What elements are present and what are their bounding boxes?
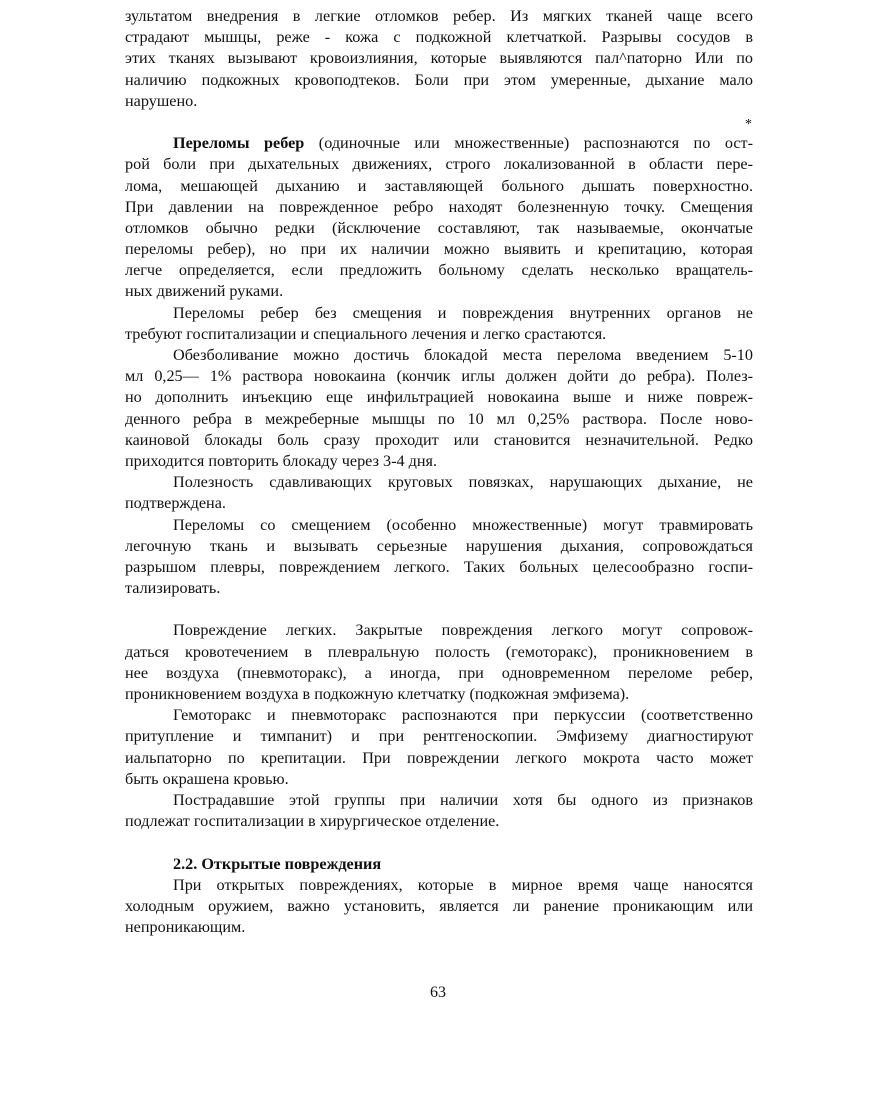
page-number: 63 <box>430 984 446 1001</box>
term-rib-fractures: Переломы ребер <box>173 134 305 153</box>
text-run: (одиночные или множественные) распознаются по ост- <box>304 134 753 153</box>
text-line: При открытых повреждениях, которые в мирное время чаще наносятся <box>173 875 753 894</box>
paragraph-gap <box>125 599 753 620</box>
text-line: быть окрашена кровью. <box>125 769 289 788</box>
paragraph-displaced-fractures <box>125 515 753 600</box>
paragraph-rib-fractures <box>125 133 753 303</box>
document-page <box>125 6 753 938</box>
text-line: нее воздуха (пневмоторакс), а иногда, при одновременном переломе ребер, <box>125 663 753 682</box>
paragraph-no-displacement <box>125 303 753 345</box>
text-line: денного ребра в межреберные мышцы по 10 мл 0,25% раствора. После ново- <box>125 409 753 428</box>
text-line: ных движений руками. <box>125 282 284 301</box>
text-line: Полезность сдавливающих круговых повязках, нарушающих дыхание, не <box>173 473 753 492</box>
text-line: холодным оружием, важно установить, является ли ранение проникающим или <box>125 896 753 915</box>
section-heading: 2.2. Открытые повреждения <box>173 854 382 873</box>
text-line: Пострадавшие этой группы при наличии хотя бы одного из признаков <box>173 790 753 809</box>
text-line: иальпаторно по крепитации. При повреждении легкого мокрота часто может <box>125 748 753 767</box>
text-line: отломков обычно редки (йсключение составляют, так называемые, окончатые <box>125 218 753 237</box>
text-line: При давлении на поврежденное ребро находят болезненную точку. Смещения <box>125 197 753 216</box>
text-line: притупление и тимпанит) и при рентгеноскопии. Эмфизему диагностируют <box>125 727 753 746</box>
paragraph-open-injuries <box>125 875 753 939</box>
paragraph-hemothorax <box>125 705 753 790</box>
text-line: нарушено. <box>125 91 198 110</box>
text-line: но дополнить инъекцию еще инфильтрацией новокаина выше и ниже повреж- <box>125 388 753 407</box>
text-line: этих тканях вызывают кровоизлияния, которые выявляются пал^паторно Или по <box>125 49 753 68</box>
text-line: зультатом внедрения в легкие отломков ребер. Из мягких тканей чаще всего <box>125 7 753 25</box>
text-line: мл 0,25— 1% раствора новокаина (кончик иглы должен дойти до ребра). Полез- <box>125 367 753 386</box>
text-line: каиновой блокады боль сразу проходит или становится незначительной. Редко <box>125 430 753 449</box>
text-line: приходится повторить блокаду через 3-4 дня. <box>125 451 438 470</box>
paragraph-gap <box>125 832 753 853</box>
text-line: Гемоторакс и пневмоторакс распознаются при перкуссии (соответственно <box>173 706 753 725</box>
text-line: легочную ткань и вызывать серьезные нарушения дыхания, сопровождаться <box>125 536 753 555</box>
paragraph-soft-tissue-injuries <box>125 6 753 112</box>
paragraph-hospitalization <box>125 790 753 832</box>
text-line: наличию подкожных кровоподтеков. Боли при этом умеренные, дыхание мало <box>125 70 753 89</box>
paragraph-gap <box>125 112 753 133</box>
text-line: даться кровотечением в плевральную полость (гемоторакс), проникновением в <box>125 642 753 661</box>
text-line: легче определяется, если предложить больному сделать несколько вращатель- <box>125 261 753 280</box>
text-line: рой боли при дыхательных движениях, строго локализованной в области пере- <box>125 155 753 174</box>
text-line: разрышом плевры, повреждением легкого. Таких больных целесообразно госпи- <box>125 557 753 576</box>
text-line: переломы ребер), но при их наличии можно выявить и крепитацию, которая <box>125 240 753 259</box>
stray-asterisk-mark: * <box>745 117 752 132</box>
paragraph-anesthesia <box>125 345 753 472</box>
text-line: непроникающим. <box>125 918 246 937</box>
text-line: подлежат госпитализации в хирургическое отделение. <box>125 812 500 831</box>
text-line: лома, мешающей дыханию и заставляющей больного дышать поверхностно. <box>125 176 753 195</box>
text-line: проникновением воздуха в подкожную клетчатку (подкожная эмфизема). <box>125 685 630 703</box>
text-line: Повреждение легких. Закрытые повреждения легкого могут сопровож- <box>173 621 753 640</box>
text-line <box>125 133 753 154</box>
text-line: Обезболивание можно достичь блокадой места перелома введением 5-10 <box>173 346 753 364</box>
text-line: страдают мышцы, реже - кожа с подкожной клетчаткой. Разрывы сосудов в <box>125 28 753 47</box>
text-line: тализировать. <box>125 579 221 598</box>
text-line: требуют госпитализации и специального лечения и легко срастаются. <box>125 324 607 343</box>
text-line: Переломы ребер без смещения и повреждения внутренних органов не <box>173 303 753 322</box>
paragraph-lung-injury <box>125 620 753 705</box>
text-line: Переломы со смещением (особенно множественные) могут травмировать <box>173 515 753 534</box>
paragraph-bandages <box>125 472 753 514</box>
text-line: подтверждена. <box>125 494 226 513</box>
